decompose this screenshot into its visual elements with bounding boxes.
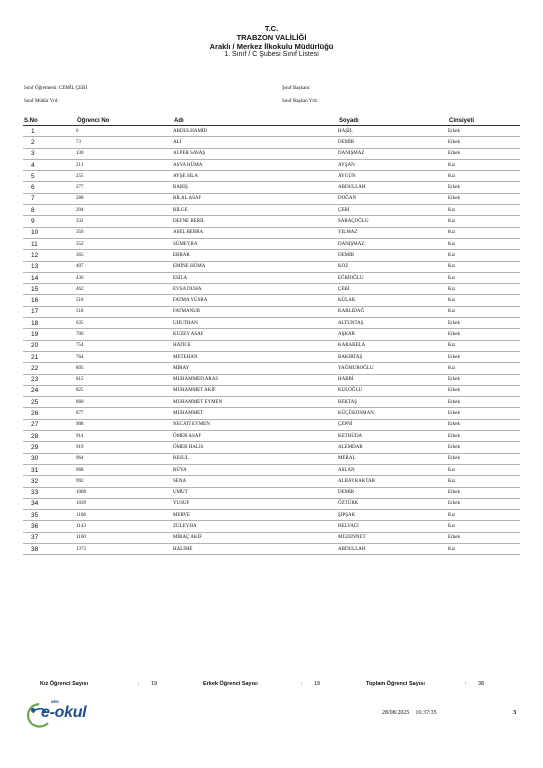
cell-gender: Erkek	[448, 385, 520, 396]
print-datetime: 28/08/2025 16:37:35	[382, 710, 437, 716]
cell-first-name: SENA	[173, 476, 338, 487]
header-tc: T.C.	[264, 24, 279, 33]
cell-gender: Erkek	[448, 148, 520, 159]
cell-student-no: 860	[76, 397, 173, 408]
girls-count-label: Kız Öğrenci Sayısı	[40, 681, 88, 687]
cell-last-name: ASLAN	[338, 464, 448, 475]
cell-student-no: 1143	[76, 521, 173, 532]
cell-gender: Erkek	[448, 318, 520, 329]
total-count-value: 38	[478, 681, 485, 687]
cell-first-name: HATİCE	[173, 340, 338, 351]
cell-sno: 10	[23, 227, 76, 238]
cell-first-name: EVSA DUHA	[173, 284, 338, 295]
table-row	[23, 126, 520, 137]
cell-first-name: BARIŞ	[173, 182, 338, 193]
cell-student-no: 407	[76, 261, 173, 272]
cell-gender: Kız	[448, 464, 520, 475]
cell-sno: 22	[23, 363, 76, 374]
cell-gender: Kız	[448, 295, 520, 306]
cell-gender: Erkek	[448, 408, 520, 419]
cell-first-name: BİLAL ASAF	[173, 193, 338, 204]
cell-first-name: DEFNE BERİL	[173, 216, 338, 227]
cell-last-name: BEKTAŞ	[338, 397, 448, 408]
table-row	[23, 182, 520, 193]
e-okul-logo	[24, 699, 134, 731]
table-row	[23, 261, 520, 272]
cell-student-no: 1008	[76, 487, 173, 498]
cell-student-no: 964	[76, 453, 173, 464]
cell-sno: 38	[23, 543, 76, 554]
cell-sno: 20	[23, 340, 76, 351]
cell-first-name: MUHAMMET	[173, 408, 338, 419]
cell-student-no: 914	[76, 431, 173, 442]
class-teacher: Sınıf Öğretmeni: CEMİL ÇEBİ	[24, 86, 88, 91]
cell-student-no: 352	[76, 238, 173, 249]
cell-first-name: ESİLA	[173, 272, 338, 283]
cell-first-name: AYŞE SILA	[173, 171, 338, 182]
cell-student-no: 294	[76, 205, 173, 216]
cell-last-name: BAKIRTAŞ	[338, 351, 448, 362]
cell-first-name: RÜYA	[173, 464, 338, 475]
cell-student-no: 332	[76, 216, 173, 227]
total-count-sep: :	[465, 681, 467, 687]
cell-last-name: ÇEBİ	[338, 284, 448, 295]
table-row	[23, 385, 520, 396]
cell-gender: Kız	[448, 205, 520, 216]
cell-student-no: 635	[76, 318, 173, 329]
cell-first-name: EMİNE HÜMA	[173, 261, 338, 272]
table-row	[23, 374, 520, 385]
cell-sno: 4	[23, 159, 76, 170]
cell-student-no: 1160	[76, 532, 173, 543]
table-row	[23, 442, 520, 453]
cell-sno: 9	[23, 216, 76, 227]
table-row	[23, 159, 520, 170]
cell-gender: Erkek	[448, 193, 520, 204]
cell-last-name: EĞRİOĞLU	[338, 272, 448, 283]
cell-last-name: AŞKAR	[338, 329, 448, 340]
cell-gender: Erkek	[448, 498, 520, 509]
cell-gender: Kız	[448, 340, 520, 351]
cell-first-name: ALİ	[173, 137, 338, 148]
cell-gender: Kız	[448, 272, 520, 283]
cell-first-name: FATMA YÜSRA	[173, 295, 338, 306]
class-president: Şınıf Başkanı:	[282, 86, 311, 91]
cell-sno: 36	[23, 521, 76, 532]
cell-sno: 17	[23, 306, 76, 317]
cell-last-name: DEMİR	[338, 487, 448, 498]
table-row	[23, 295, 520, 306]
cell-sno: 7	[23, 193, 76, 204]
cell-student-no: 255	[76, 171, 173, 182]
cell-gender: Erkek	[448, 453, 520, 464]
cell-first-name: UMUT	[173, 487, 338, 498]
cell-last-name: KULOĞLU	[338, 385, 448, 396]
column-header-gender: Cinsiyeti	[448, 117, 520, 126]
cell-student-no: 968	[76, 464, 173, 475]
cell-first-name: FATMANUR	[173, 306, 338, 317]
boys-count-sep: :	[301, 681, 303, 687]
cell-gender: Erkek	[448, 351, 520, 362]
cell-student-no: 805	[76, 363, 173, 374]
cell-student-no: 518	[76, 306, 173, 317]
table-row	[23, 137, 520, 148]
cell-last-name: DANIŞMAZ	[338, 238, 448, 249]
cell-sno: 26	[23, 408, 76, 419]
cell-last-name: KOZ	[338, 261, 448, 272]
cell-first-name: MİRAÇ AKİF	[173, 532, 338, 543]
table-row	[23, 171, 520, 182]
cell-gender: Erkek	[448, 126, 520, 137]
cell-first-name: ASYA HÜMA	[173, 159, 338, 170]
column-header-first-name: Adı	[173, 117, 338, 126]
cell-last-name: ÇEBİ	[338, 205, 448, 216]
cell-gender: Erkek	[448, 487, 520, 498]
column-header-last-name: Soyadı	[338, 117, 448, 126]
cell-last-name: KÜÇÜKOSMAN	[338, 408, 448, 419]
cell-gender: Kız	[448, 476, 520, 487]
cell-student-no: 130	[76, 148, 173, 159]
total-count-label: Toplam Öğrenci Sayısı	[366, 681, 425, 687]
cell-sno: 19	[23, 329, 76, 340]
student-table	[23, 117, 520, 555]
cell-student-no: 877	[76, 408, 173, 419]
cell-gender: Kız	[448, 159, 520, 170]
cell-student-no: 908	[76, 419, 173, 430]
cell-student-no: 754	[76, 340, 173, 351]
cell-student-no: 764	[76, 351, 173, 362]
table-row	[23, 532, 520, 543]
table-row	[23, 453, 520, 464]
table-row	[23, 521, 520, 532]
class-vice-president: Sınıf Başkan Yrd:	[282, 99, 318, 104]
table-row	[23, 250, 520, 261]
logo-brand-text: e-okul	[41, 704, 87, 721]
cell-gender: Kız	[448, 306, 520, 317]
cell-gender: Erkek	[448, 442, 520, 453]
cell-first-name: KUZEY ASAF	[173, 329, 338, 340]
cell-last-name: ŞİPŞAK	[338, 510, 448, 521]
table-row	[23, 284, 520, 295]
cell-student-no: 365	[76, 250, 173, 261]
cell-sno: 33	[23, 487, 76, 498]
cell-gender: Erkek	[448, 374, 520, 385]
cell-gender: Kız	[448, 521, 520, 532]
cell-student-no: 1108	[76, 510, 173, 521]
cell-gender: Erkek	[448, 397, 520, 408]
cell-last-name: KETHÜDA	[338, 431, 448, 442]
cell-gender: Kız	[448, 216, 520, 227]
cell-student-no: 825	[76, 385, 173, 396]
table-row	[23, 148, 520, 159]
cell-sno: 25	[23, 397, 76, 408]
cell-gender: Erkek	[448, 137, 520, 148]
cell-student-no: 277	[76, 182, 173, 193]
cell-gender: Erkek	[448, 431, 520, 442]
cell-sno: 11	[23, 238, 76, 249]
cell-gender: Erkek	[448, 419, 520, 430]
header-governorship: TRABZON VALİLİĞİ	[236, 33, 307, 42]
cell-first-name: ÖMER ASAF	[173, 431, 338, 442]
cell-first-name: YUSUF	[173, 498, 338, 509]
cell-sno: 6	[23, 182, 76, 193]
cell-last-name: DEMİR	[338, 137, 448, 148]
table-row	[23, 487, 520, 498]
cell-sno: 15	[23, 284, 76, 295]
cell-gender: Kız	[448, 250, 520, 261]
cell-gender: Kız	[448, 363, 520, 374]
table-row	[23, 363, 520, 374]
cell-last-name: YAĞMUROĞLU	[338, 363, 448, 374]
cell-first-name: ALPER SAVAŞ	[173, 148, 338, 159]
cell-gender: Erkek	[448, 532, 520, 543]
cell-first-name: RESUL	[173, 453, 338, 464]
table-row	[23, 408, 520, 419]
cell-sno: 34	[23, 498, 76, 509]
girls-count-value: 19	[151, 681, 158, 687]
cell-first-name: METEHAN	[173, 351, 338, 362]
cell-last-name: DOĞAN	[338, 193, 448, 204]
column-header-sno: S.No	[23, 117, 76, 126]
cell-last-name: ALBAYRAKTAR	[338, 476, 448, 487]
cell-student-no: 992	[76, 476, 173, 487]
cell-gender: Kız	[448, 261, 520, 272]
cell-first-name: ZÜLEYHA	[173, 521, 338, 532]
cell-sno: 32	[23, 476, 76, 487]
cell-last-name: ALEMDAR	[338, 442, 448, 453]
table-row	[23, 476, 520, 487]
table-row	[23, 464, 520, 475]
cell-gender: Kız	[448, 543, 520, 554]
cell-last-name: MÜZENNET	[338, 532, 448, 543]
cell-sno: 13	[23, 261, 76, 272]
cell-gender: Kız	[448, 238, 520, 249]
cell-sno: 28	[23, 431, 76, 442]
cell-first-name: BİLGE	[173, 205, 338, 216]
table-row	[23, 419, 520, 430]
cell-first-name: MUHAMMET AKİF	[173, 385, 338, 396]
cell-student-no: 919	[76, 442, 173, 453]
cell-sno: 24	[23, 385, 76, 396]
cell-first-name: ÖMER HALİS	[173, 442, 338, 453]
cell-sno: 12	[23, 250, 76, 261]
table-row	[23, 193, 520, 204]
cell-gender: Kız	[448, 284, 520, 295]
cell-student-no: 510	[76, 295, 173, 306]
cell-first-name: HALİME	[173, 543, 338, 554]
cell-last-name: SARAÇOĞLU	[338, 216, 448, 227]
boys-count-label: Erkek Öğrenci Sayısı	[203, 681, 258, 687]
cell-student-no: 288	[76, 193, 173, 204]
cell-sno: 30	[23, 453, 76, 464]
cell-sno: 31	[23, 464, 76, 475]
cell-student-no: 73	[76, 137, 173, 148]
cell-sno: 3	[23, 148, 76, 159]
cell-last-name: KARABELA	[338, 340, 448, 351]
boys-count-value: 19	[314, 681, 321, 687]
cell-sno: 37	[23, 532, 76, 543]
table-row	[23, 498, 520, 509]
cell-student-no: 6	[76, 126, 173, 137]
cell-student-no: 1039	[76, 498, 173, 509]
cell-sno: 35	[23, 510, 76, 521]
table-row	[23, 543, 520, 554]
table-row	[23, 306, 520, 317]
table-row	[23, 205, 520, 216]
cell-student-no: 1373	[76, 543, 173, 554]
cell-first-name: ABDULHAMİD	[173, 126, 338, 137]
cell-first-name: MİRAY	[173, 363, 338, 374]
cell-first-name: MUHAMMET EYMEN	[173, 397, 338, 408]
cell-first-name: MUHAMMED ARAS	[173, 374, 338, 385]
cell-sno: 29	[23, 442, 76, 453]
cell-last-name: YILMAZ	[338, 227, 448, 238]
header-list-title: 1. Sınıf / C Şubesi Sınıf Listesi	[224, 51, 319, 58]
cell-student-no: 815	[76, 374, 173, 385]
cell-first-name: UHUTHAN	[173, 318, 338, 329]
cell-sno: 2	[23, 137, 76, 148]
cell-sno: 18	[23, 318, 76, 329]
cell-sno: 14	[23, 272, 76, 283]
table-row	[23, 227, 520, 238]
cell-student-no: 436	[76, 272, 173, 283]
cell-last-name: DEMİR	[338, 250, 448, 261]
cell-last-name: KÜLAK	[338, 295, 448, 306]
cell-last-name: AYGÜN	[338, 171, 448, 182]
cell-last-name: ÇEPNİ	[338, 419, 448, 430]
cell-last-name: ABDULLAH	[338, 543, 448, 554]
cell-gender: Kız	[448, 510, 520, 521]
page-number: 3	[513, 709, 517, 716]
cell-sno: 21	[23, 351, 76, 362]
table-row	[23, 238, 520, 249]
girls-count-sep: :	[138, 681, 140, 687]
cell-sno: 16	[23, 295, 76, 306]
cell-last-name: ABDULLAH	[338, 182, 448, 193]
cell-sno: 27	[23, 419, 76, 430]
cell-last-name: ALTUNTAŞ	[338, 318, 448, 329]
cell-sno: 8	[23, 205, 76, 216]
header-school: Araklı / Merkez İlkokulu Müdürlüğü	[209, 42, 334, 51]
table-row	[23, 318, 520, 329]
cell-last-name: KARLIDAĞ	[338, 306, 448, 317]
cell-last-name: MERAL	[338, 453, 448, 464]
table-row	[23, 510, 520, 521]
cell-first-name: EBRAR	[173, 250, 338, 261]
cell-student-no: 462	[76, 284, 173, 295]
table-row	[23, 329, 520, 340]
cell-last-name: AYŞAN	[338, 159, 448, 170]
table-row	[23, 397, 520, 408]
table-row	[23, 272, 520, 283]
cell-first-name: MERVE	[173, 510, 338, 521]
cell-first-name: ASEL BERRA	[173, 227, 338, 238]
table-row	[23, 351, 520, 362]
cell-gender: Erkek	[448, 182, 520, 193]
cell-student-no: 706	[76, 329, 173, 340]
cell-student-no: 350	[76, 227, 173, 238]
cell-last-name: DANIŞMAZ	[338, 148, 448, 159]
column-header-student-no: Öğrenci No	[76, 117, 173, 126]
cell-first-name: NECATİ EYMEN	[173, 419, 338, 430]
cell-last-name: HELVACI	[338, 521, 448, 532]
cell-sno: 1	[23, 126, 76, 137]
cell-gender: Erkek	[448, 329, 520, 340]
cell-student-no: 211	[76, 159, 173, 170]
cell-last-name: ÖZTÜRK	[338, 498, 448, 509]
cell-last-name: HABBİ	[338, 374, 448, 385]
table-row	[23, 340, 520, 351]
cell-gender: Kız	[448, 227, 520, 238]
cell-first-name: SÜMEYRA	[173, 238, 338, 249]
cell-sno: 23	[23, 374, 76, 385]
cell-sno: 5	[23, 171, 76, 182]
logo-ministry-text: MEB	[51, 700, 59, 704]
table-row	[23, 216, 520, 227]
table-row	[23, 431, 520, 442]
vice-principal: Sınıf Müdür Yrd:	[24, 99, 59, 104]
cell-last-name: HAŞIL	[338, 126, 448, 137]
cell-gender: Kız	[448, 171, 520, 182]
table-header-row	[23, 117, 520, 126]
